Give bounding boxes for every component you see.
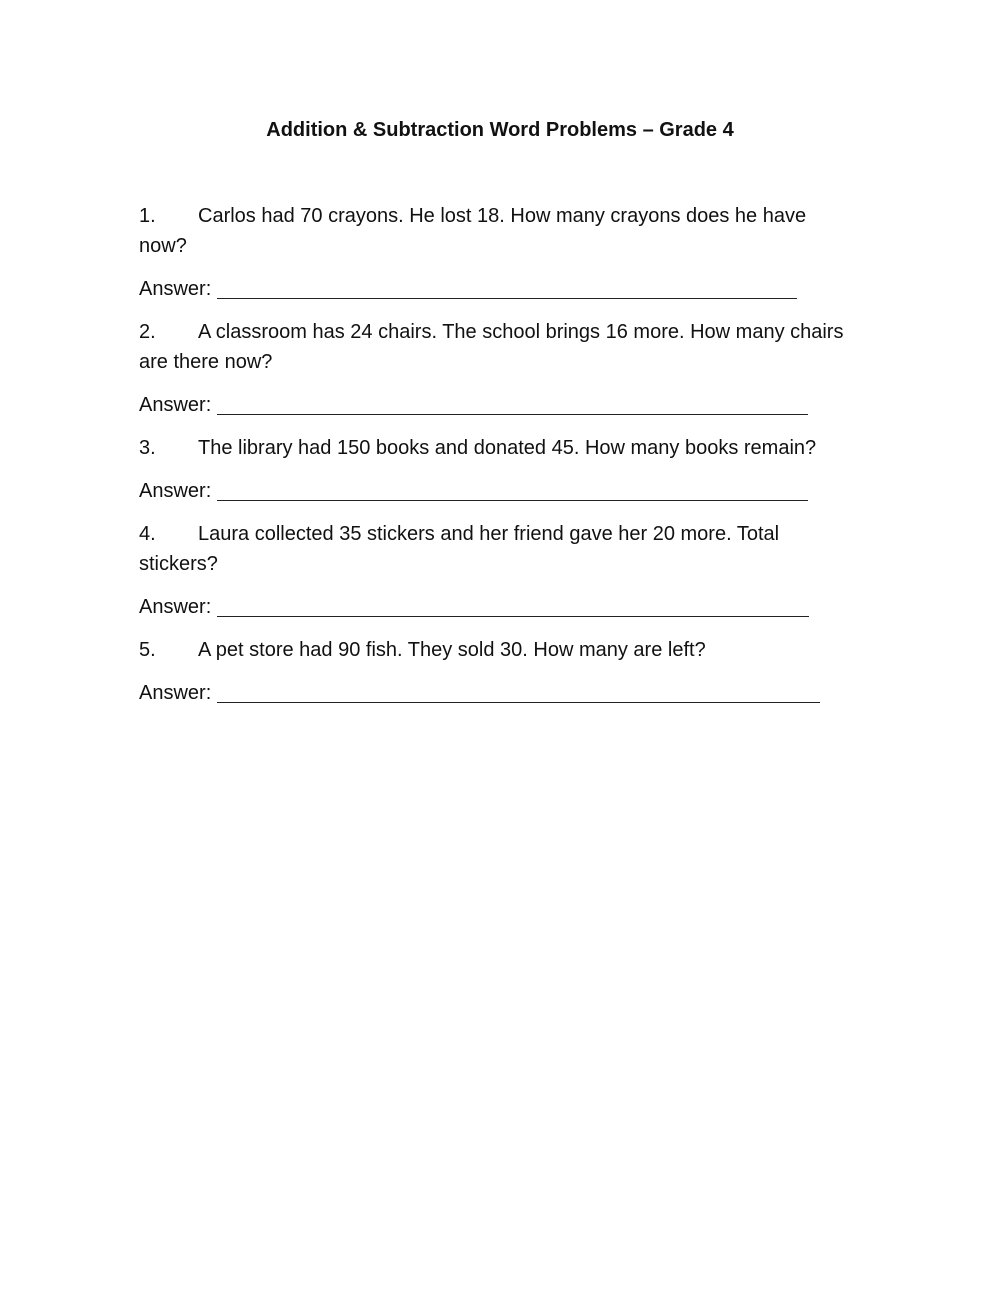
answer-row-2	[139, 390, 859, 420]
answer-line-1[interactable]	[217, 297, 797, 299]
problem-list	[139, 201, 859, 721]
problem-number: 5.	[139, 639, 156, 661]
problem-1	[139, 201, 859, 261]
answer-line-2[interactable]	[217, 413, 808, 415]
answer-line-3[interactable]	[217, 499, 808, 501]
answer-line-4[interactable]	[217, 615, 809, 617]
answer-label: Answer:	[139, 596, 212, 618]
answer-label: Answer:	[139, 480, 212, 502]
problem-text: Laura collected 35 stickers and her friend gave her 20 more. Total stickers?	[139, 523, 780, 575]
problem-4	[139, 519, 859, 579]
problem-number: 2.	[139, 321, 156, 343]
page-title: Addition & Subtraction Word Problems – Grade 4	[266, 119, 734, 141]
problem-number: 3.	[139, 437, 156, 459]
answer-row-3	[139, 476, 859, 506]
answer-row-4	[139, 592, 859, 622]
problem-text: A pet store had 90 fish. They sold 30. How many are left?	[198, 639, 706, 661]
answer-line-5[interactable]	[217, 701, 820, 703]
problem-3	[139, 433, 859, 463]
problem-text: Carlos had 70 crayons. He lost 18. How many crayons does he have now?	[139, 205, 807, 257]
problem-number: 4.	[139, 523, 156, 545]
problem-5	[139, 635, 859, 665]
problem-2	[139, 317, 859, 377]
answer-label: Answer:	[139, 682, 212, 704]
answer-label: Answer:	[139, 278, 212, 300]
answer-row-5	[139, 678, 859, 708]
answer-row-1	[139, 274, 859, 304]
problem-text: The library had 150 books and donated 45. How many books remain?	[198, 437, 817, 459]
answer-label: Answer:	[139, 394, 212, 416]
problem-number: 1.	[139, 205, 156, 227]
problem-text: A classroom has 24 chairs. The school brings 16 more. How many chairs are there now?	[139, 321, 844, 373]
